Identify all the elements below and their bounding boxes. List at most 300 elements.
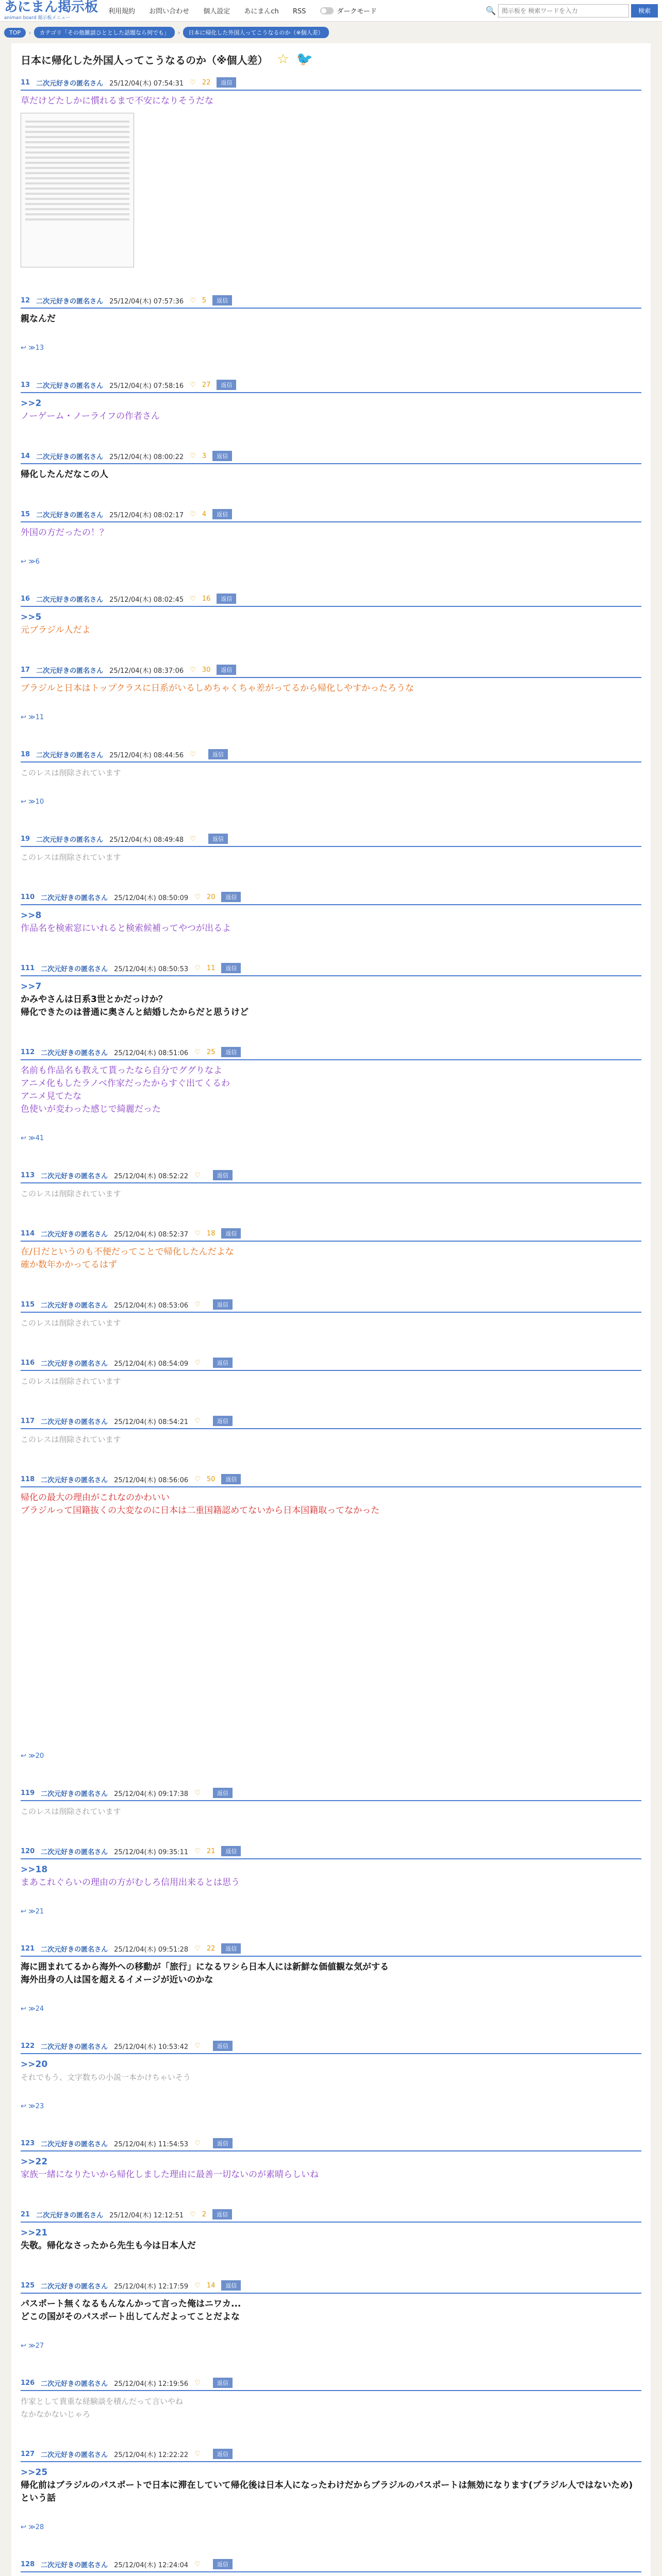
- post-line: このレスは削除されています: [21, 1318, 121, 1328]
- post-header: [21, 2559, 641, 2572]
- post: [21, 749, 641, 823]
- post-header: [21, 1228, 641, 1242]
- like-icon[interactable]: ♡: [194, 1847, 201, 1855]
- nav-terms[interactable]: 利用規約: [108, 8, 136, 15]
- post-date: 25/12/04(木) 12:12:51: [109, 2211, 184, 2219]
- reply-count[interactable]: ≫28: [28, 2523, 44, 2531]
- post-line[interactable]: >>7: [21, 981, 42, 992]
- reply-count[interactable]: ≫27: [28, 2342, 44, 2350]
- post-body: [21, 1863, 641, 1889]
- reply-button[interactable]: 返信: [213, 2041, 233, 2051]
- post-line: まあこれぐらいの理由の方がむしろ信用出来るとは思う: [21, 1877, 240, 1888]
- reply-button[interactable]: 返信: [213, 2138, 233, 2148]
- post-number[interactable]: 19: [21, 835, 30, 843]
- post-header: [21, 2209, 641, 2223]
- poster-name: 二次元好きの匿名さん: [36, 836, 104, 844]
- post: [21, 1170, 641, 1218]
- post-date: 25/12/04(木) 09:51:28: [114, 1945, 189, 1954]
- post-header: [21, 451, 641, 464]
- post: [21, 2280, 641, 2367]
- image-text-line: [25, 218, 129, 221]
- reply-link[interactable]: [21, 344, 641, 352]
- like-icon[interactable]: ♡: [194, 1417, 201, 1425]
- twitter-icon[interactable]: 🐦: [296, 52, 313, 67]
- dark-mode-label: ダークモード: [337, 8, 377, 15]
- post-body: [21, 909, 641, 935]
- reply-button[interactable]: 返信: [213, 1416, 233, 1426]
- post: [21, 2138, 641, 2199]
- poster-name: 二次元好きの匿名さん: [41, 1301, 108, 1310]
- post-line: なかなかないじゃろ: [21, 2410, 91, 2419]
- reply-button[interactable]: 返信: [212, 451, 232, 461]
- like-icon[interactable]: ♡: [190, 835, 196, 843]
- post: [21, 1943, 641, 2030]
- reply-button[interactable]: 返信: [213, 1788, 233, 1798]
- nav-rss[interactable]: RSS: [292, 8, 306, 15]
- post-date: 25/12/04(木) 08:50:53: [114, 965, 189, 973]
- poster-name: 二次元好きの匿名さん: [36, 751, 104, 759]
- like-count: 5: [202, 296, 207, 304]
- poster-name: 二次元好きの匿名さん: [36, 453, 104, 461]
- post-body: [21, 767, 641, 779]
- post-number[interactable]: 111: [21, 964, 35, 972]
- breadcrumb-category[interactable]: カテゴリ「その他雑談ひととした話題なら何でも」: [34, 27, 175, 38]
- like-count: 4: [202, 510, 207, 518]
- like-icon[interactable]: ♡: [194, 2042, 201, 2050]
- post: [21, 2209, 641, 2270]
- post-number[interactable]: 126: [21, 2379, 35, 2387]
- post-header: [21, 2138, 641, 2151]
- post-line[interactable]: >>18: [21, 1865, 48, 1875]
- post-line: ノーゲーム・ノーライフの作者さん: [21, 411, 160, 421]
- like-icon[interactable]: ♡: [194, 1048, 201, 1056]
- post: [21, 892, 641, 953]
- like-count: 21: [206, 1847, 216, 1855]
- post-body: [21, 2156, 641, 2181]
- image-text-line: [25, 172, 129, 174]
- post-number[interactable]: 13: [21, 381, 30, 389]
- post-line: 作家として貴重な経験談を積んだって言いやね: [21, 2397, 184, 2406]
- reply-link[interactable]: [21, 2523, 641, 2531]
- post: [21, 451, 641, 499]
- poster-name: 二次元好きの匿名さん: [41, 1230, 108, 1239]
- poster-name: 二次元好きの匿名さん: [41, 2282, 108, 2291]
- post: [21, 380, 641, 440]
- post-header: [21, 963, 641, 976]
- post-header: [21, 1170, 641, 1183]
- reply-button[interactable]: 返信: [221, 1474, 241, 1484]
- reply-count[interactable]: ≫23: [28, 2103, 44, 2110]
- post-line: このレスは削除されています: [21, 853, 121, 862]
- poster-name: 二次元好きの匿名さん: [41, 894, 108, 902]
- breadcrumb-sep: ›: [177, 29, 180, 36]
- post-line: どこの国がそのパスポート出してんだよってことだよな: [21, 2312, 240, 2322]
- reply-button[interactable]: 返信: [212, 509, 232, 519]
- like-count: 2: [202, 2210, 207, 2218]
- post: [21, 2041, 641, 2128]
- logo-text[interactable]: あにまん掲示板: [4, 0, 98, 15]
- post-date: 25/12/04(木) 08:50:09: [114, 894, 189, 902]
- post-number[interactable]: 125: [21, 2281, 35, 2290]
- reply-button[interactable]: 返信: [217, 594, 236, 604]
- reply-button[interactable]: 返信: [213, 1170, 233, 1180]
- post: [21, 1299, 641, 1347]
- top-bar: [0, 0, 662, 22]
- reply-button[interactable]: 返信: [221, 1047, 241, 1057]
- post: [21, 594, 641, 654]
- image-text-line: [25, 157, 129, 159]
- poster-name: 二次元好きの匿名さん: [41, 1848, 108, 1856]
- post-date: 25/12/04(木) 12:22:22: [114, 2451, 189, 2459]
- poster-name: 二次元好きの匿名さん: [41, 2561, 108, 2569]
- post-body: [21, 2395, 641, 2421]
- post-line: アニメ化もしたラノベ作家だったからすぐ出てくるわ: [21, 1078, 230, 1089]
- post-line: ブラジルって国籍抜くの大変なのに日本は二重国籍認めてないから日本国籍取ってなかった: [21, 1505, 380, 1516]
- like-icon[interactable]: ♡: [194, 2450, 201, 2458]
- post-body: [21, 1805, 641, 1818]
- like-icon[interactable]: ♡: [190, 78, 196, 87]
- post-date: 25/12/04(木) 07:57:36: [109, 297, 184, 306]
- poster-name: 二次元好きの匿名さん: [41, 2451, 108, 2459]
- post-line[interactable]: >>25: [21, 2467, 48, 2478]
- post-date: 25/12/04(木) 08:02:17: [109, 511, 184, 519]
- poster-name: 二次元好きの匿名さん: [41, 2380, 108, 2388]
- nav-contact[interactable]: お問い合わせ: [149, 8, 190, 15]
- poster-name: 二次元好きの匿名さん: [36, 667, 104, 675]
- search-input[interactable]: [498, 4, 629, 18]
- post-header: [21, 1047, 641, 1060]
- image-text-line: [25, 188, 129, 190]
- post-header: [21, 834, 641, 847]
- like-icon[interactable]: ♡: [190, 452, 196, 460]
- post-date: 25/12/04(木) 12:19:56: [114, 2380, 189, 2388]
- reply-button[interactable]: 返信: [221, 2280, 241, 2291]
- like-icon[interactable]: ♡: [194, 964, 201, 972]
- post-number[interactable]: 15: [21, 510, 30, 518]
- like-count: 16: [202, 595, 211, 603]
- poster-name: 二次元好きの匿名さん: [36, 297, 104, 306]
- reply-button[interactable]: 返信: [212, 2209, 232, 2219]
- thread-main: [11, 43, 651, 2576]
- post-line: 帰化したんだなこの人: [21, 469, 108, 480]
- post-body: [21, 95, 641, 108]
- post-date: 25/12/04(木) 08:49:48: [109, 836, 184, 844]
- like-count: 22: [206, 1944, 216, 1953]
- reply-button[interactable]: 返信: [213, 1299, 233, 1310]
- post-header: [21, 295, 641, 309]
- post-header: [21, 2378, 641, 2391]
- post-body: [21, 1961, 641, 1987]
- reply-arrow-icon: ↩: [21, 2103, 29, 2110]
- like-icon[interactable]: ♡: [194, 1229, 201, 1238]
- post-image[interactable]: [21, 113, 134, 267]
- thread-title-row: [21, 52, 641, 67]
- like-icon[interactable]: ♡: [190, 2210, 196, 2218]
- like-icon[interactable]: ♡: [194, 1475, 201, 1483]
- reply-arrow-icon: ↩: [21, 1752, 29, 1760]
- post-line: 海外出身の人は国を超えるイメージが近いのかな: [21, 1975, 213, 1985]
- post-number[interactable]: 114: [21, 1229, 35, 1238]
- post-date: 25/12/04(木) 08:02:45: [109, 596, 184, 604]
- post-number[interactable]: 113: [21, 1171, 35, 1179]
- like-icon[interactable]: ♡: [194, 1359, 201, 1367]
- post-header: [21, 2041, 641, 2054]
- poster-name: 二次元好きの匿名さん: [36, 2211, 104, 2219]
- post-line: 外国の方だったの！？: [21, 528, 108, 538]
- post-line: かみやさんは日系3世とかだっけか？: [21, 994, 167, 1005]
- reply-button[interactable]: 返信: [212, 295, 232, 306]
- post-list: [21, 77, 641, 2576]
- post-line: このレスは削除されています: [21, 768, 121, 777]
- reply-button[interactable]: 返信: [221, 1228, 241, 1239]
- post: [21, 1846, 641, 1933]
- reply-button[interactable]: 返信: [221, 892, 241, 902]
- post-date: 25/12/04(木) 08:00:22: [109, 453, 184, 461]
- post-header: [21, 1416, 641, 1429]
- image-text-line: [25, 182, 129, 184]
- reply-link[interactable]: [21, 714, 641, 721]
- post: [21, 1474, 641, 1777]
- post-body: [21, 1375, 641, 1388]
- post-body: [21, 1433, 641, 1446]
- reply-link[interactable]: [21, 1134, 641, 1142]
- post-line: 確か数年かかってるはず: [21, 1260, 117, 1270]
- post-body: [21, 2058, 641, 2084]
- reply-count[interactable]: ≫11: [28, 714, 44, 721]
- post-number[interactable]: 120: [21, 1847, 35, 1855]
- poster-name: 二次元好きの匿名さん: [41, 1790, 108, 1798]
- post-line: 失敬。帰化なさったから先生も今は日本人だ: [21, 2241, 196, 2251]
- image-text-line: [25, 198, 129, 200]
- search-button[interactable]: 検索: [631, 4, 658, 18]
- post-header: [21, 749, 641, 762]
- reply-count[interactable]: ≫41: [28, 1134, 44, 1142]
- reply-button[interactable]: 返信: [221, 1943, 241, 1954]
- image-text-line: [25, 146, 129, 148]
- image-text-line: [25, 167, 129, 169]
- post-number[interactable]: 117: [21, 1417, 35, 1425]
- reply-button[interactable]: 返信: [208, 749, 228, 759]
- post-number[interactable]: 122: [21, 2042, 35, 2050]
- post-date: 25/12/04(木) 08:52:22: [114, 1172, 189, 1180]
- reply-link[interactable]: [21, 558, 641, 566]
- post-header: [21, 892, 641, 905]
- post-body: [21, 611, 641, 637]
- like-icon[interactable]: ♡: [190, 666, 196, 674]
- reply-link[interactable]: [21, 1908, 641, 1916]
- post-number[interactable]: 112: [21, 1048, 35, 1056]
- like-icon[interactable]: ♡: [190, 750, 196, 758]
- post-header: [21, 380, 641, 393]
- like-count: 3: [202, 452, 207, 460]
- like-icon[interactable]: ♡: [194, 2560, 201, 2568]
- like-icon[interactable]: ♡: [194, 1300, 201, 1309]
- reply-count[interactable]: ≫13: [28, 344, 44, 352]
- like-icon[interactable]: ♡: [190, 296, 196, 304]
- reply-button[interactable]: 返信: [213, 2559, 233, 2569]
- reply-count[interactable]: ≫24: [28, 2005, 44, 2013]
- post-number[interactable]: 128: [21, 2560, 35, 2568]
- post-line[interactable]: >>2: [21, 398, 42, 409]
- reply-link[interactable]: [21, 1752, 641, 1760]
- like-icon[interactable]: ♡: [190, 381, 196, 389]
- toggle-switch[interactable]: [320, 7, 334, 14]
- reply-count[interactable]: ≫6: [28, 558, 40, 566]
- reply-button[interactable]: 返信: [221, 963, 241, 973]
- post-body: [21, 682, 641, 695]
- post-body: [21, 397, 641, 423]
- nav-animanch[interactable]: あにまんch: [244, 8, 279, 15]
- like-count: 50: [206, 1475, 216, 1483]
- post-number[interactable]: 115: [21, 1300, 35, 1309]
- post-date: 25/12/04(木) 12:17:59: [114, 2282, 189, 2291]
- favorite-star-icon[interactable]: ☆: [277, 52, 289, 67]
- post-body: [21, 2466, 641, 2505]
- post-body: [21, 1317, 641, 1330]
- post-line[interactable]: >>22: [21, 2157, 48, 2167]
- post-line[interactable]: >>21: [21, 2228, 48, 2238]
- post-line: 元ブラジル人だよ: [21, 625, 91, 635]
- post-header: [21, 2449, 641, 2462]
- post-header: [21, 2280, 641, 2294]
- post-header: [21, 1943, 641, 1957]
- like-count: 22: [202, 78, 211, 87]
- post-number[interactable]: 16: [21, 595, 30, 603]
- post-date: 25/12/04(木) 11:54:53: [114, 2140, 189, 2148]
- post-number[interactable]: 118: [21, 1475, 35, 1483]
- post-header: [21, 1846, 641, 1859]
- poster-name: 二次元好きの匿名さん: [41, 1049, 108, 1057]
- like-icon[interactable]: ♡: [194, 2281, 201, 2290]
- post-number[interactable]: 21: [21, 2210, 30, 2218]
- post-header: [21, 1474, 641, 1487]
- post-number[interactable]: 127: [21, 2450, 35, 2458]
- post-line: 海に囲まれてるから海外への移動が「旅行」になるワシら日本人には新鮮な価値観な気がする: [21, 1962, 389, 1972]
- reply-button[interactable]: 返信: [217, 380, 236, 390]
- poster-name: 二次元好きの匿名さん: [36, 79, 104, 88]
- post-number[interactable]: 119: [21, 1789, 35, 1797]
- image-text-line: [25, 121, 129, 123]
- logo-subtext: animan board 掲示板メニュー: [4, 15, 71, 21]
- post-body: [21, 1064, 641, 1116]
- breadcrumb-thread[interactable]: 日本に帰化した外国人ってこうなるのか（※個人差）: [183, 27, 328, 38]
- reply-link[interactable]: [21, 2103, 641, 2110]
- like-icon[interactable]: ♡: [194, 1944, 201, 1953]
- reply-button[interactable]: 返信: [208, 834, 228, 844]
- like-icon[interactable]: ♡: [194, 2379, 201, 2387]
- like-icon[interactable]: ♡: [190, 595, 196, 603]
- post-line: ブラジルと日本はトップクラスに日系がいるしめちゃくちゃ差がってるから帰化しやすかったろうな: [21, 683, 415, 693]
- post-line[interactable]: >>8: [21, 910, 42, 921]
- reply-button[interactable]: 返信: [217, 665, 236, 675]
- like-count: 27: [202, 381, 211, 389]
- post-date: 25/12/04(木) 09:35:11: [114, 1848, 189, 1856]
- like-icon[interactable]: ♡: [190, 510, 196, 518]
- post-line: このレスは削除されています: [21, 1377, 121, 1386]
- poster-name: 二次元好きの匿名さん: [41, 1418, 108, 1426]
- reply-arrow-icon: ↩: [21, 2005, 29, 2013]
- image-text-line: [25, 151, 129, 154]
- post-header: [21, 665, 641, 678]
- post-number[interactable]: 116: [21, 1359, 35, 1367]
- post-line[interactable]: >>20: [21, 2059, 48, 2070]
- post-body: [21, 1188, 641, 1200]
- reply-link[interactable]: [21, 2005, 641, 2013]
- image-text-line: [25, 126, 129, 128]
- post-number[interactable]: 110: [21, 893, 35, 901]
- like-icon[interactable]: ♡: [194, 1171, 201, 1179]
- image-text-line: [25, 131, 129, 133]
- poster-name: 二次元好きの匿名さん: [41, 965, 108, 973]
- post-line: 家族一緒になりたいから帰化しました理由に最善一切ないのが素晴らしいね: [21, 2170, 319, 2180]
- post-line[interactable]: >>5: [21, 612, 42, 622]
- reply-button[interactable]: 返信: [213, 2378, 233, 2388]
- post-number[interactable]: 12: [21, 296, 30, 304]
- post: [21, 295, 641, 369]
- reply-count[interactable]: ≫10: [28, 798, 44, 806]
- post-number[interactable]: 11: [21, 78, 30, 87]
- post-header: [21, 1299, 641, 1313]
- reply-button[interactable]: 返信: [217, 77, 236, 88]
- post: [21, 1788, 641, 1836]
- post-number[interactable]: 121: [21, 1944, 35, 1953]
- post-date: 25/12/04(木) 08:52:37: [114, 1230, 189, 1239]
- reply-button[interactable]: 返信: [221, 1846, 241, 1856]
- post: [21, 1416, 641, 1464]
- like-icon[interactable]: ♡: [194, 893, 201, 901]
- breadcrumb-sep: ›: [29, 29, 31, 36]
- dark-mode-toggle[interactable]: [320, 6, 376, 15]
- post-number[interactable]: 123: [21, 2139, 35, 2147]
- post-header: [21, 1788, 641, 1801]
- post-line: 色使いが変わった感じで綺麗だった: [21, 1104, 161, 1114]
- reply-button[interactable]: 返信: [213, 1358, 233, 1368]
- like-icon[interactable]: ♡: [194, 2139, 201, 2147]
- post-body: [21, 1246, 641, 1272]
- image-text-line: [25, 162, 129, 164]
- breadcrumb-top[interactable]: TOP: [4, 28, 26, 38]
- post-number[interactable]: 14: [21, 452, 30, 460]
- nav: [108, 6, 317, 15]
- search-box: [486, 4, 658, 18]
- reply-link[interactable]: [21, 798, 641, 806]
- reply-button[interactable]: 返信: [213, 2449, 233, 2459]
- post: [21, 1228, 641, 1289]
- site-logo[interactable]: [4, 1, 98, 21]
- reply-count[interactable]: ≫21: [28, 1908, 44, 1916]
- nav-settings[interactable]: 個人設定: [203, 8, 230, 15]
- like-count: 18: [206, 1229, 216, 1238]
- post-date: 25/12/04(木) 08:44:56: [109, 751, 184, 759]
- like-count: 25: [206, 1048, 216, 1056]
- poster-name: 二次元好きの匿名さん: [41, 1476, 108, 1484]
- post-body: [21, 980, 641, 1019]
- post-date: 25/12/04(木) 08:51:06: [114, 1049, 189, 1057]
- post: [21, 509, 641, 583]
- reply-count[interactable]: ≫20: [28, 1752, 44, 1760]
- like-icon[interactable]: ♡: [194, 1789, 201, 1797]
- reply-link[interactable]: [21, 2342, 641, 2350]
- post-number[interactable]: 18: [21, 750, 30, 758]
- post: [21, 77, 641, 285]
- post: [21, 665, 641, 739]
- post-number[interactable]: 17: [21, 666, 30, 674]
- post-header: [21, 509, 641, 522]
- post-line: パスポート無くなるもんなんかって言った俺はニワカ...: [21, 2299, 241, 2309]
- poster-name: 二次元好きの匿名さん: [41, 2140, 108, 2148]
- post-date: 25/12/04(木) 07:54:31: [109, 79, 184, 88]
- like-count: 11: [206, 964, 216, 972]
